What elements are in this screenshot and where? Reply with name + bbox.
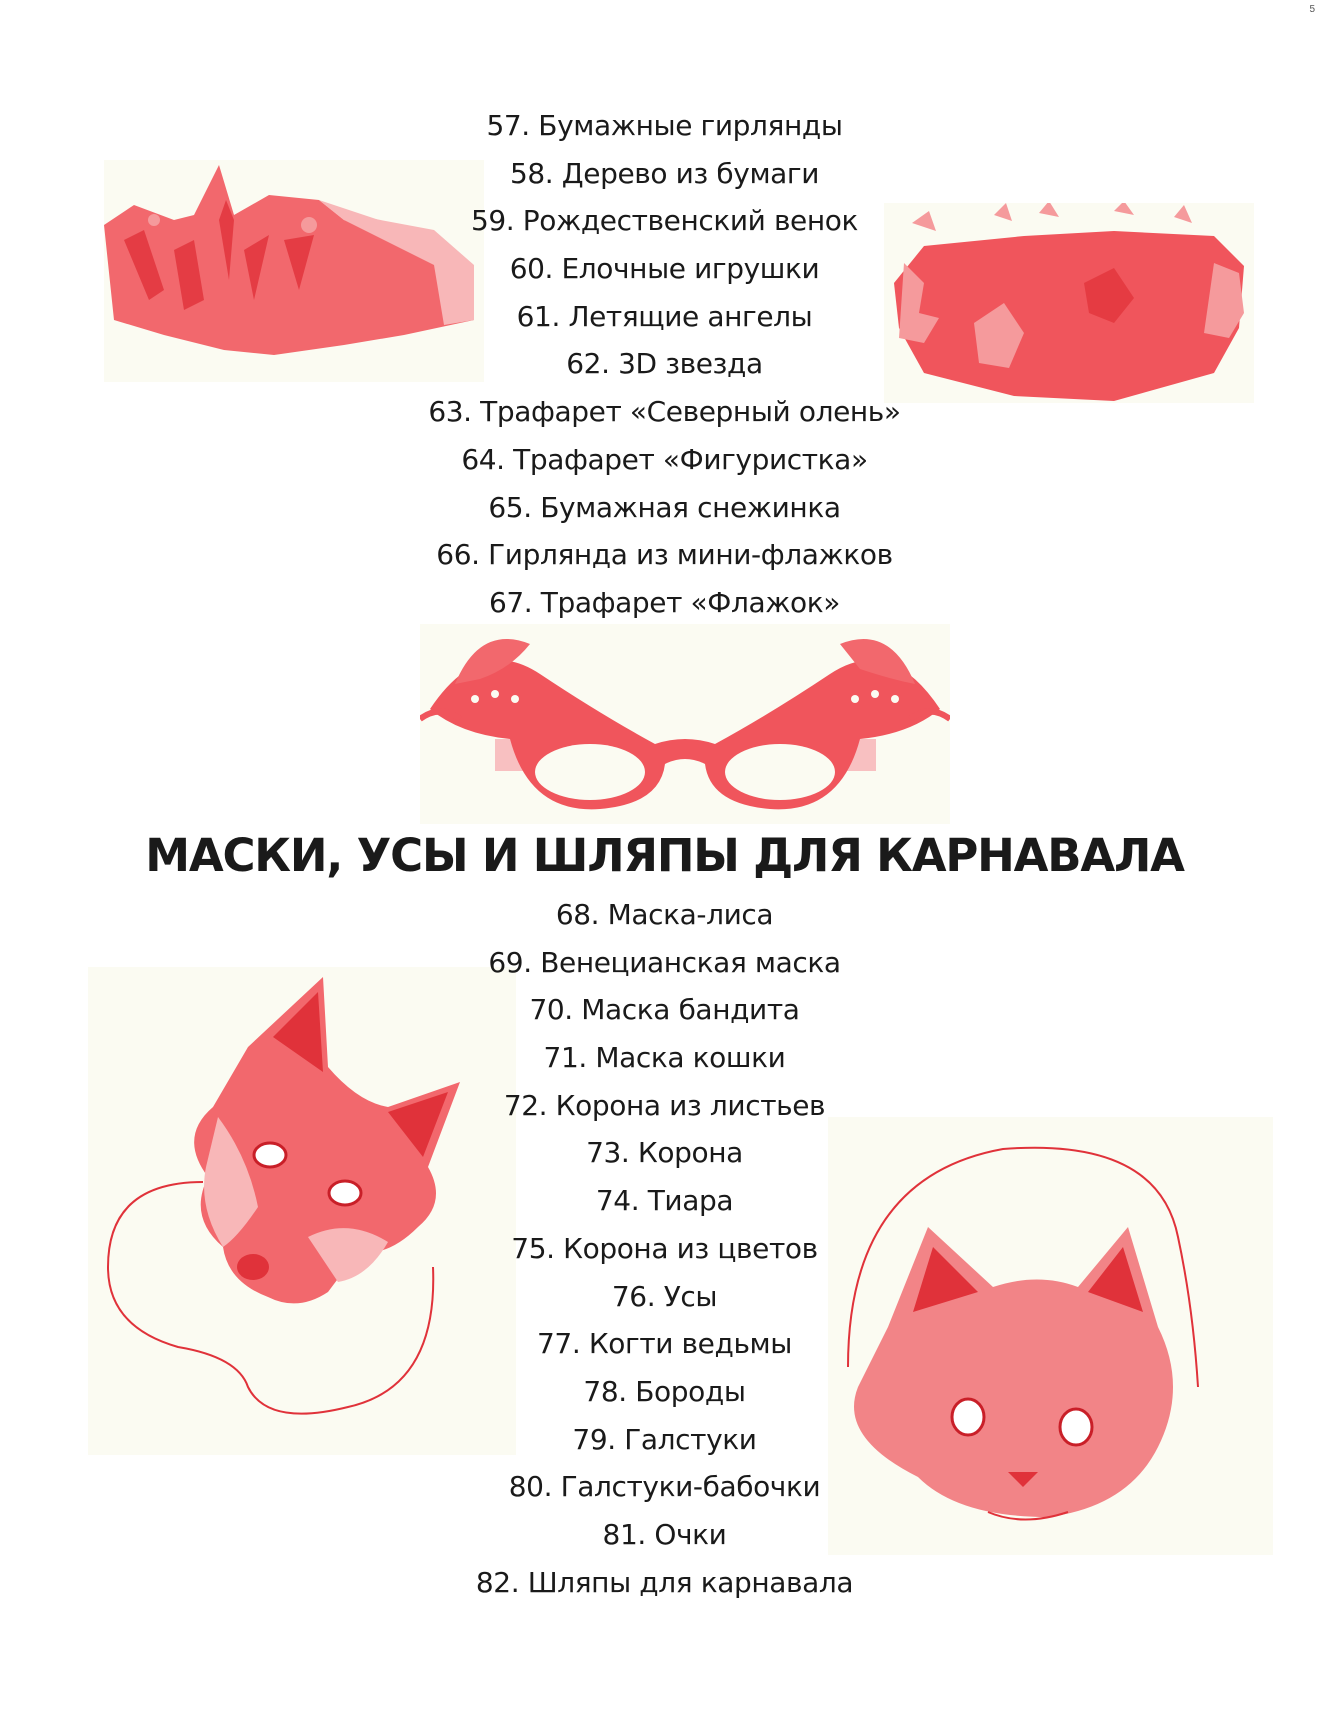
list-item: 62. 3D звезда [566,347,763,381]
list-item: 66. Гирлянда из мини-флажков [436,538,893,572]
list-item: 72. Корона из листьев [503,1088,826,1122]
list-item: 59. Рождественский венок [470,204,859,238]
list-item: 68. Маска-лиса [555,898,774,931]
list-item: 67. Трафарет «Флажок» [488,585,841,619]
list-item: 74. Тиара [595,1184,734,1218]
list-item: 82. Шляпы для карнавала [475,1565,854,1599]
list-item: 60. Елочные игрушки [509,252,820,286]
list-item: 78. Бороды [583,1374,746,1408]
list-item: 75. Корона из цветов [511,1231,818,1265]
list-item: 63. Трафарет «Северный олень» [428,395,901,429]
list-item: 73. Корона [586,1136,743,1170]
list-item: 65. Бумажная снежинка [488,490,841,524]
list-item: 70. Маска бандита [529,993,800,1027]
list-item: 57. Бумажные гирлянды [486,109,843,142]
list-item: 64. Трафарет «Фигуристка» [461,442,868,476]
list-item: 81. Очки [602,1517,727,1551]
list-item: 77. Когти ведьмы [537,1327,792,1361]
list-item: 79. Галстуки [572,1422,757,1456]
list-item: 61. Летящие ангелы [516,299,813,333]
list-item: 71. Маска кошки [543,1041,786,1075]
list-item: 58. Дерево из бумаги [509,156,820,190]
glasses-illustration [420,624,950,824]
list-item: 80. Галстуки-бабочки [508,1470,821,1504]
page-number: 5 [1309,4,1315,15]
section-heading: МАСКИ, УСЫ И ШЛЯПЫ ДЛЯ КАРНАВАЛА [145,829,1184,882]
craft-list-decor [0,102,1329,627]
craft-list-masks [0,891,1329,1606]
list-item: 69. Венецианская маска [488,945,841,979]
list-item: 76. Усы [611,1279,718,1313]
